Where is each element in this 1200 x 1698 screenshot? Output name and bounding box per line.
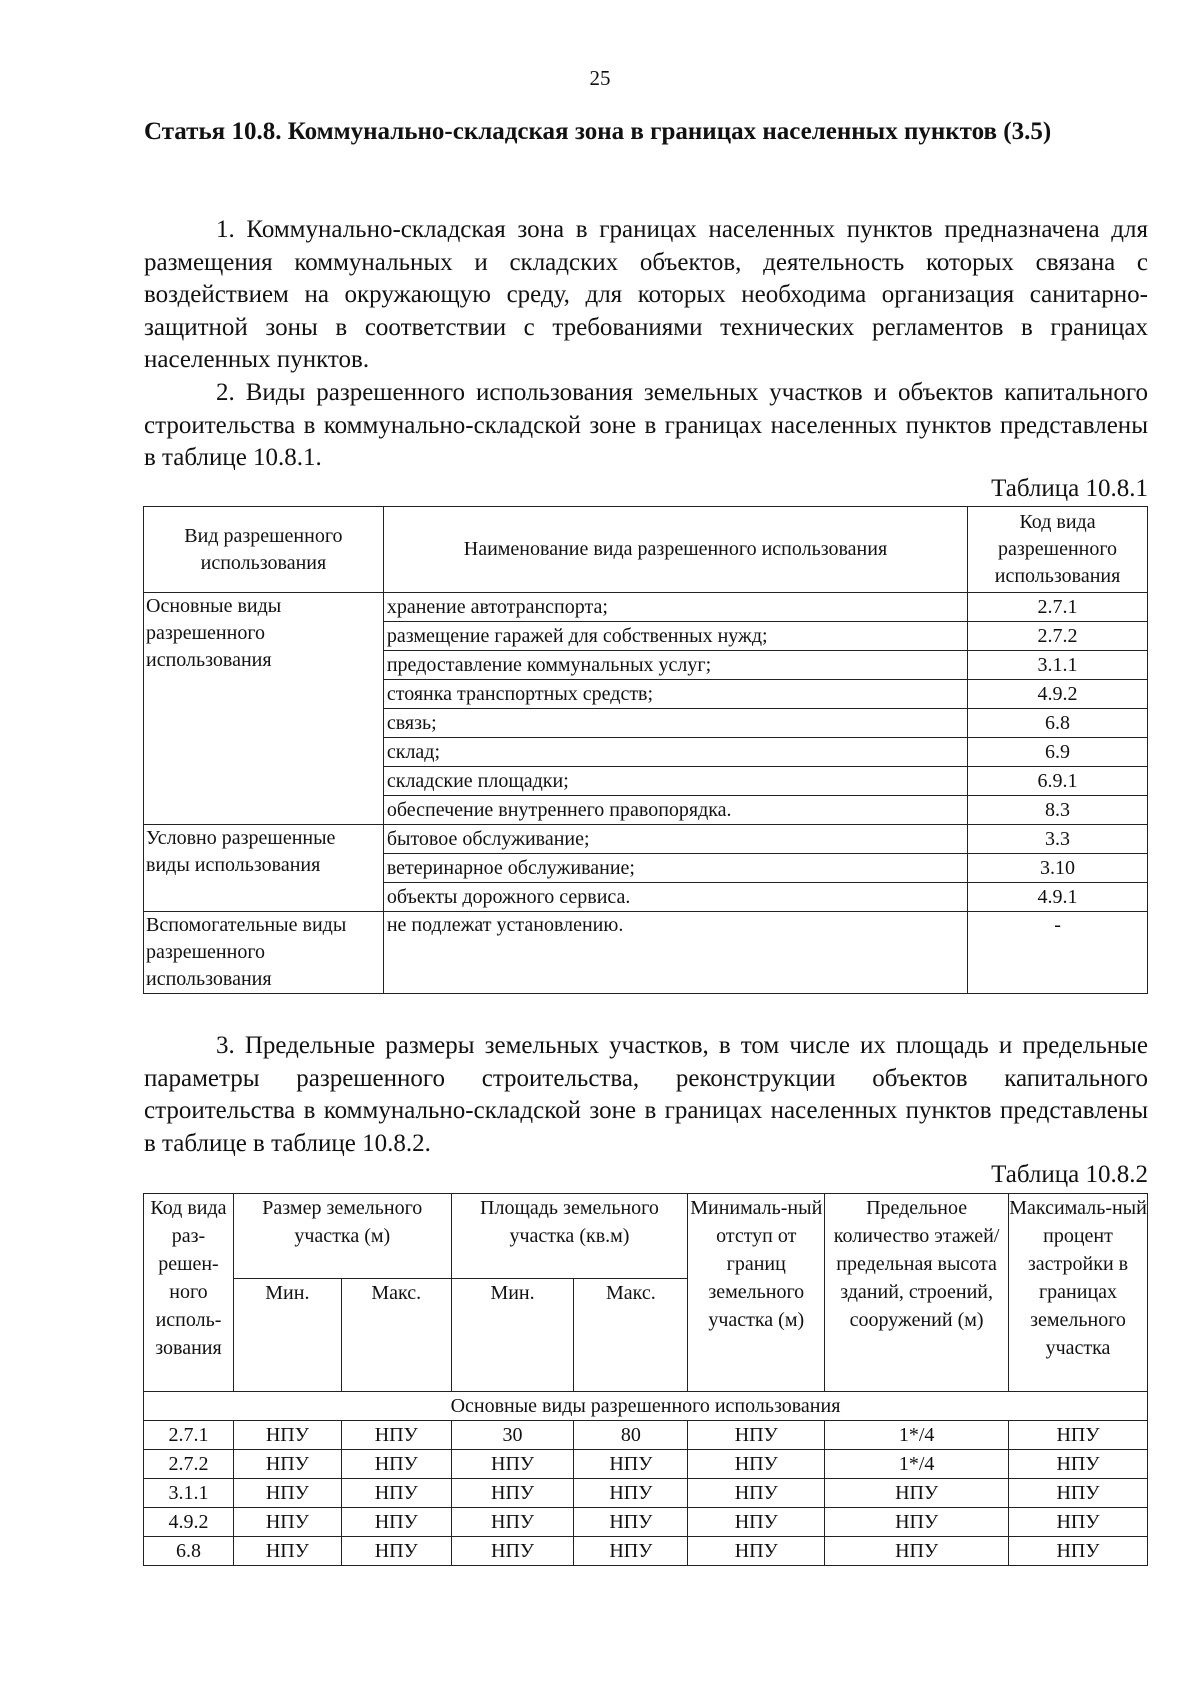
use-name: бытовое обслуживание; — [383, 825, 967, 854]
parameter-cell: НПУ — [688, 1479, 825, 1508]
parameter-cell: НПУ — [825, 1479, 1009, 1508]
section-row — [144, 1392, 1148, 1421]
parameter-cell: НПУ — [825, 1537, 1009, 1566]
header-use-code: Код вида разрешенного использования — [968, 507, 1148, 593]
parameter-cell: НПУ — [233, 1450, 341, 1479]
use-name: предоставление коммунальных услуг; — [383, 651, 967, 680]
parameter-cell: 1*/4 — [825, 1421, 1009, 1450]
use-group-label: Условно разрешенные виды использования — [144, 825, 384, 912]
header-setback: Минималь-ный отступ от границ земельного участка (м) — [688, 1194, 825, 1392]
parameter-cell: НПУ — [233, 1421, 341, 1450]
header-plot-area: Площадь земельного участка (кв.м) — [451, 1194, 688, 1279]
parameter-cell: НПУ — [574, 1450, 688, 1479]
use-code: 3.1.1 — [968, 651, 1148, 680]
parameter-cell: 80 — [574, 1421, 688, 1450]
parameter-cell: НПУ — [574, 1508, 688, 1537]
header-area-min: Мин. — [451, 1279, 574, 1392]
header-use-type: Вид разрешенного использования — [144, 507, 384, 593]
use-code: 6.9.1 — [968, 767, 1148, 796]
header-use-name: Наименование вида разрешенного использования — [383, 507, 967, 593]
use-name: обеспечение внутреннего правопорядка. — [383, 796, 967, 825]
use-name: склад; — [383, 738, 967, 767]
parameter-cell: НПУ — [825, 1508, 1009, 1537]
table-row — [144, 1508, 1148, 1537]
parameter-cell: 30 — [451, 1421, 574, 1450]
use-code: 4.9.2 — [968, 680, 1148, 709]
permitted-use-table-body — [144, 593, 1148, 994]
parameter-cell: НПУ — [341, 1508, 451, 1537]
parameter-cell: НПУ — [341, 1537, 451, 1566]
row-code: 2.7.2 — [144, 1450, 234, 1479]
parameter-cell: НПУ — [574, 1537, 688, 1566]
use-name: размещение гаражей для собственных нужд; — [383, 622, 967, 651]
row-code: 2.7.1 — [144, 1421, 234, 1450]
use-code: 6.9 — [968, 738, 1148, 767]
header-plot-size: Размер земельного участка (м) — [233, 1194, 451, 1279]
parameters-table — [143, 1193, 1148, 1566]
parameter-cell: НПУ — [233, 1508, 341, 1537]
parameter-cell: НПУ — [341, 1479, 451, 1508]
use-group-label: Вспомогательные виды разрешенного использования — [144, 912, 384, 994]
table-row — [144, 1421, 1148, 1450]
use-name: объекты дорожного сервиса. — [383, 883, 967, 912]
use-name: хранение автотранспорта; — [383, 593, 967, 622]
header-floors: Предельное количество этажей/ предельная высота зданий, строений, сооружений (м) — [825, 1194, 1009, 1392]
row-code: 3.1.1 — [144, 1479, 234, 1508]
parameter-cell: НПУ — [451, 1450, 574, 1479]
parameter-cell: НПУ — [688, 1450, 825, 1479]
parameter-cell: НПУ — [233, 1537, 341, 1566]
header-code: Код вида раз-решен-ного исполь-зования — [144, 1194, 234, 1392]
use-group-label: Основные виды разрешенного использования — [144, 593, 384, 825]
use-code: 6.8 — [968, 709, 1148, 738]
parameter-cell: НПУ — [451, 1479, 574, 1508]
table-row — [144, 1537, 1148, 1566]
article-heading: Статья 10.8. Коммунально-складская зона в границах населенных пунктов (3.5) — [144, 118, 1052, 145]
table-row — [144, 593, 1148, 622]
permitted-use-table — [143, 506, 1148, 994]
use-code: 4.9.1 — [968, 883, 1148, 912]
parameter-cell: НПУ — [688, 1508, 825, 1537]
parameters-table-body — [144, 1392, 1148, 1566]
table-row — [144, 1450, 1148, 1479]
use-code: 3.3 — [968, 825, 1148, 854]
parameter-cell: НПУ — [1009, 1508, 1148, 1537]
paragraph-3: 3. Предельные размеры земельных участков, в том числе их площадь и предельные параметры разрешенного строительства, реконструкции объектов капитального строительства в коммунально-складской зоне в границах населенных пунктов представлены в таблице в таблице 10.8.2. — [144, 1032, 1148, 1157]
use-code: 2.7.2 — [968, 622, 1148, 651]
parameter-cell: НПУ — [688, 1421, 825, 1450]
table-1-caption: Таблица 10.8.1 — [991, 475, 1148, 502]
parameter-cell: НПУ — [451, 1508, 574, 1537]
parameter-cell: НПУ — [451, 1537, 574, 1566]
parameter-cell: 1*/4 — [825, 1450, 1009, 1479]
use-code: 8.3 — [968, 796, 1148, 825]
table-2-caption: Таблица 10.8.2 — [991, 1161, 1148, 1188]
use-code: - — [968, 912, 1148, 994]
row-code: 4.9.2 — [144, 1508, 234, 1537]
use-name: ветеринарное обслуживание; — [383, 854, 967, 883]
parameter-cell: НПУ — [1009, 1421, 1148, 1450]
header-size-min: Мин. — [233, 1279, 341, 1392]
table-row — [144, 912, 1148, 994]
paragraph-2: 2. Виды разрешенного использования земельных участков и объектов капитального строительства в коммунально-складской зоне в границах населенных пунктов представлены в таблице 10.8.1. — [144, 379, 1148, 471]
page-number: 25 — [589, 66, 611, 90]
parameter-cell: НПУ — [1009, 1479, 1148, 1508]
use-name: связь; — [383, 709, 967, 738]
parameter-cell: НПУ — [1009, 1450, 1148, 1479]
parameter-cell: НПУ — [341, 1450, 451, 1479]
use-name: не подлежат установлению. — [383, 912, 967, 994]
paragraph-1: 1. Коммунально-складская зона в границах населенных пунктов предназначена для размещения коммунальных и складских объектов, деятельность которых связана с воздействием на окружающую среду, для которых необходима организация санитарно-защитной зоны в соответствии с требованиями технических регламентов в границах населенных пунктов. — [144, 216, 1148, 373]
parameter-cell: НПУ — [341, 1421, 451, 1450]
parameter-cell: НПУ — [688, 1537, 825, 1566]
header-area-max: Макс. — [574, 1279, 688, 1392]
parameter-cell: НПУ — [574, 1479, 688, 1508]
use-code: 3.10 — [968, 854, 1148, 883]
use-name: стоянка транспортных средств; — [383, 680, 967, 709]
header-size-max: Макс. — [341, 1279, 451, 1392]
parameter-cell: НПУ — [233, 1479, 341, 1508]
use-name: складские площадки; — [383, 767, 967, 796]
header-percent: Максималь-ный процент застройки в границах земельного участка — [1009, 1194, 1148, 1392]
table-row — [144, 825, 1148, 854]
table-row — [144, 1479, 1148, 1508]
parameter-cell: НПУ — [1009, 1537, 1148, 1566]
row-code: 6.8 — [144, 1537, 234, 1566]
section-label: Основные виды разрешенного использования — [144, 1392, 1148, 1421]
use-code: 2.7.1 — [968, 593, 1148, 622]
